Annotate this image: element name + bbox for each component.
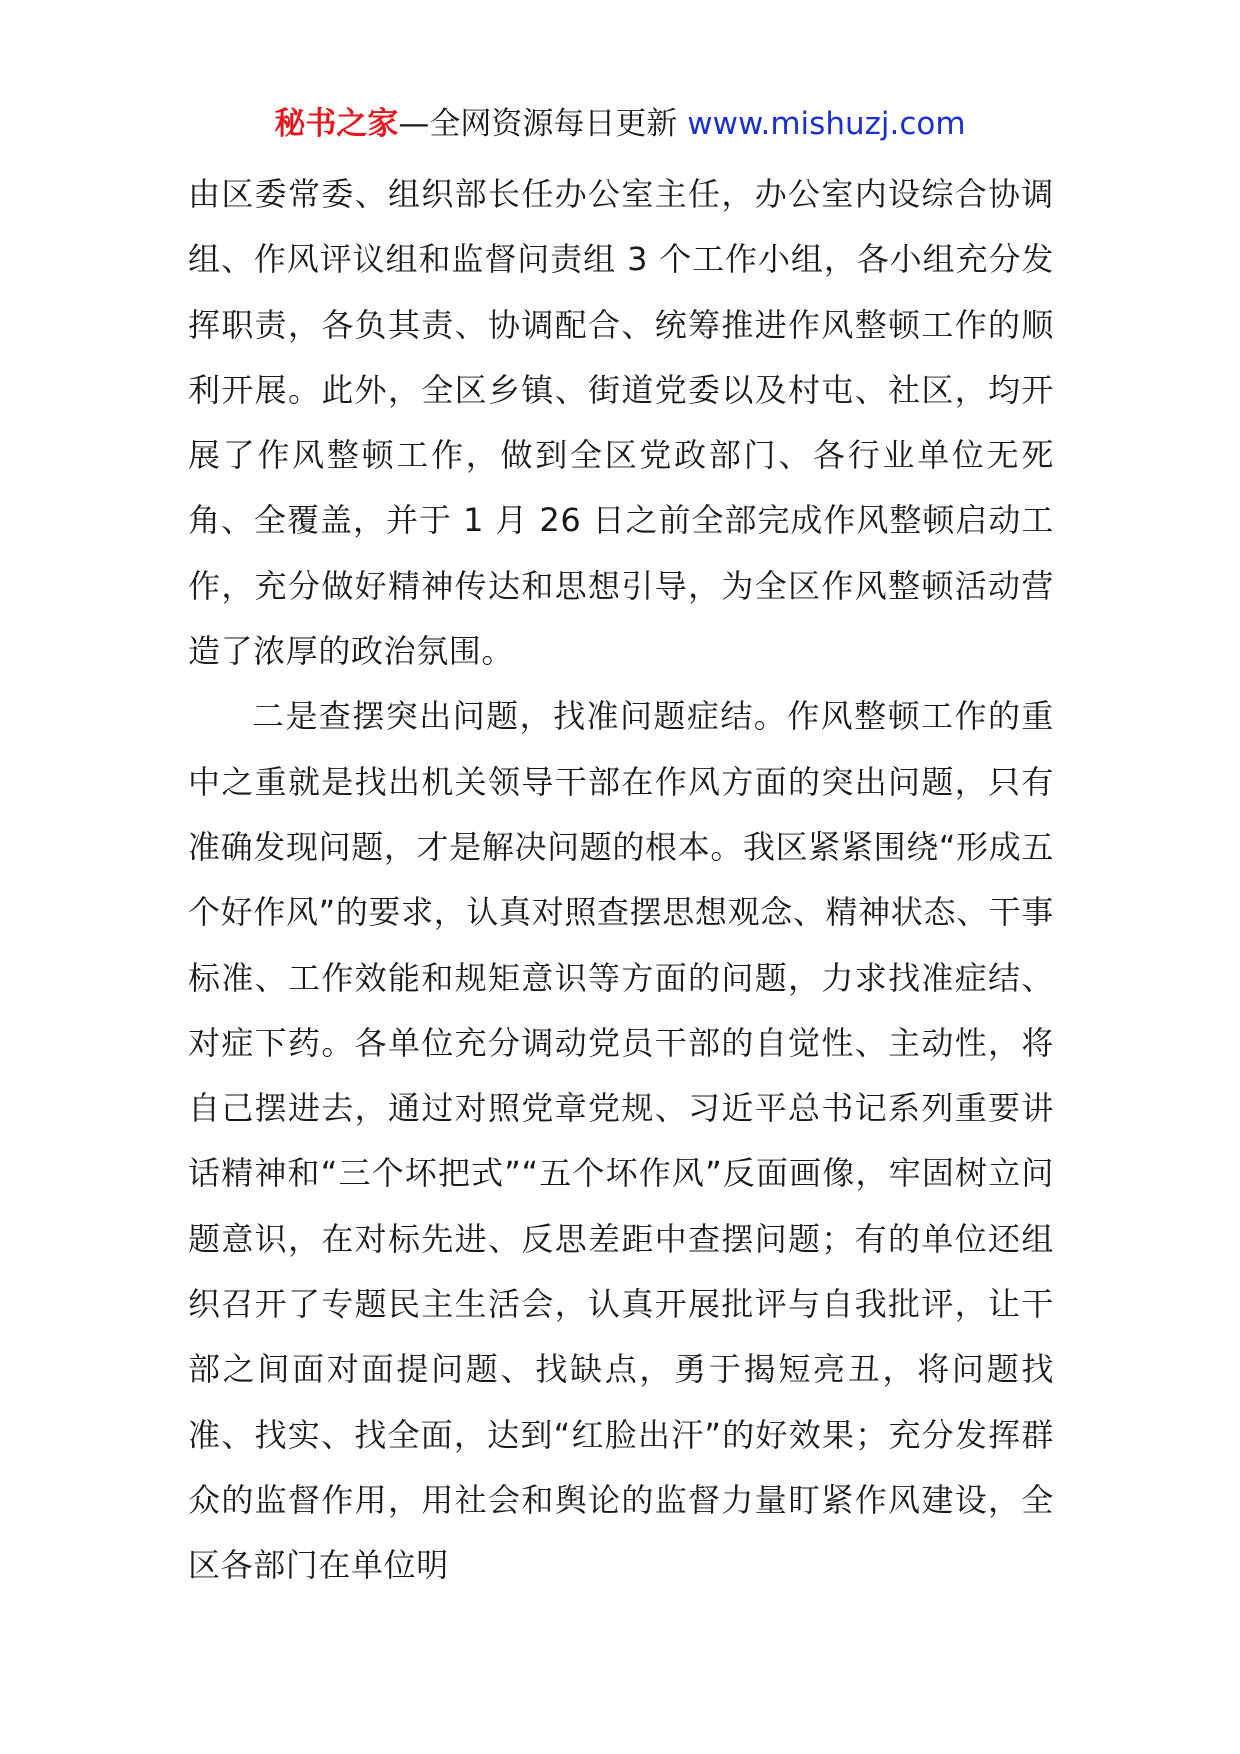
page-header [0,102,1240,146]
header-slogan: —全网资源每日更新 [398,106,688,142]
header-site-link[interactable]: www.mishuzj.com [687,106,966,142]
paragraph-continued: 由区委常委、组织部长任办公室主任，办公室内设综合协调组、作风评议组和监督问责组 3 个工作小组，各小组充分发挥职责，各负其责、协调配合、统筹推进作风整顿工作的顺利开展。此外，全区乡镇、街道党委以及村屯、社区，均开展了作风整顿工作，做到全区党政部门、各行业单位无死角、全覆盖，并于 1 月 26 日之前全部完成作风整顿启动工作，充分做好精神传达和思想引导，为全区作风整顿活动营造了浓厚的政治氛围。 [188,175,1054,671]
paragraph: 二是查摆突出问题，找准问题症结。作风整顿工作的重中之重就是找出机关领导干部在作风方面的突出问题，只有准确发现问题，才是解决问题的根本。我区紧紧围绕“形成五个好作风”的要求，认真对照查摆思想观念、精神状态、干事标准、工作效能和规矩意识等方面的问题，力求找准症结、对症下药。各单位充分调动党员干部的自觉性、主动性，将自己摆进去，通过对照党章党规、习近平总书记系列重要讲话精神和“三个坏把式”“五个坏作风”反面画像，牢固树立问题意识，在对标先进、反思差距中查摆问题；有的单位还组织召开了专题民主生活会，认真开展批评与自我批评，让干部之间面对面提问题、找缺点，勇于揭短亮丑，将问题找准、找实、找全面，达到“红脸出汗”的好效果；充分发挥群众的监督作用，用社会和舆论的监督力量盯紧作风建设，全区各部门在单位明 [188,697,1054,1585]
document-body [188,162,1054,1599]
header-brand: 秘书之家 [274,106,399,142]
